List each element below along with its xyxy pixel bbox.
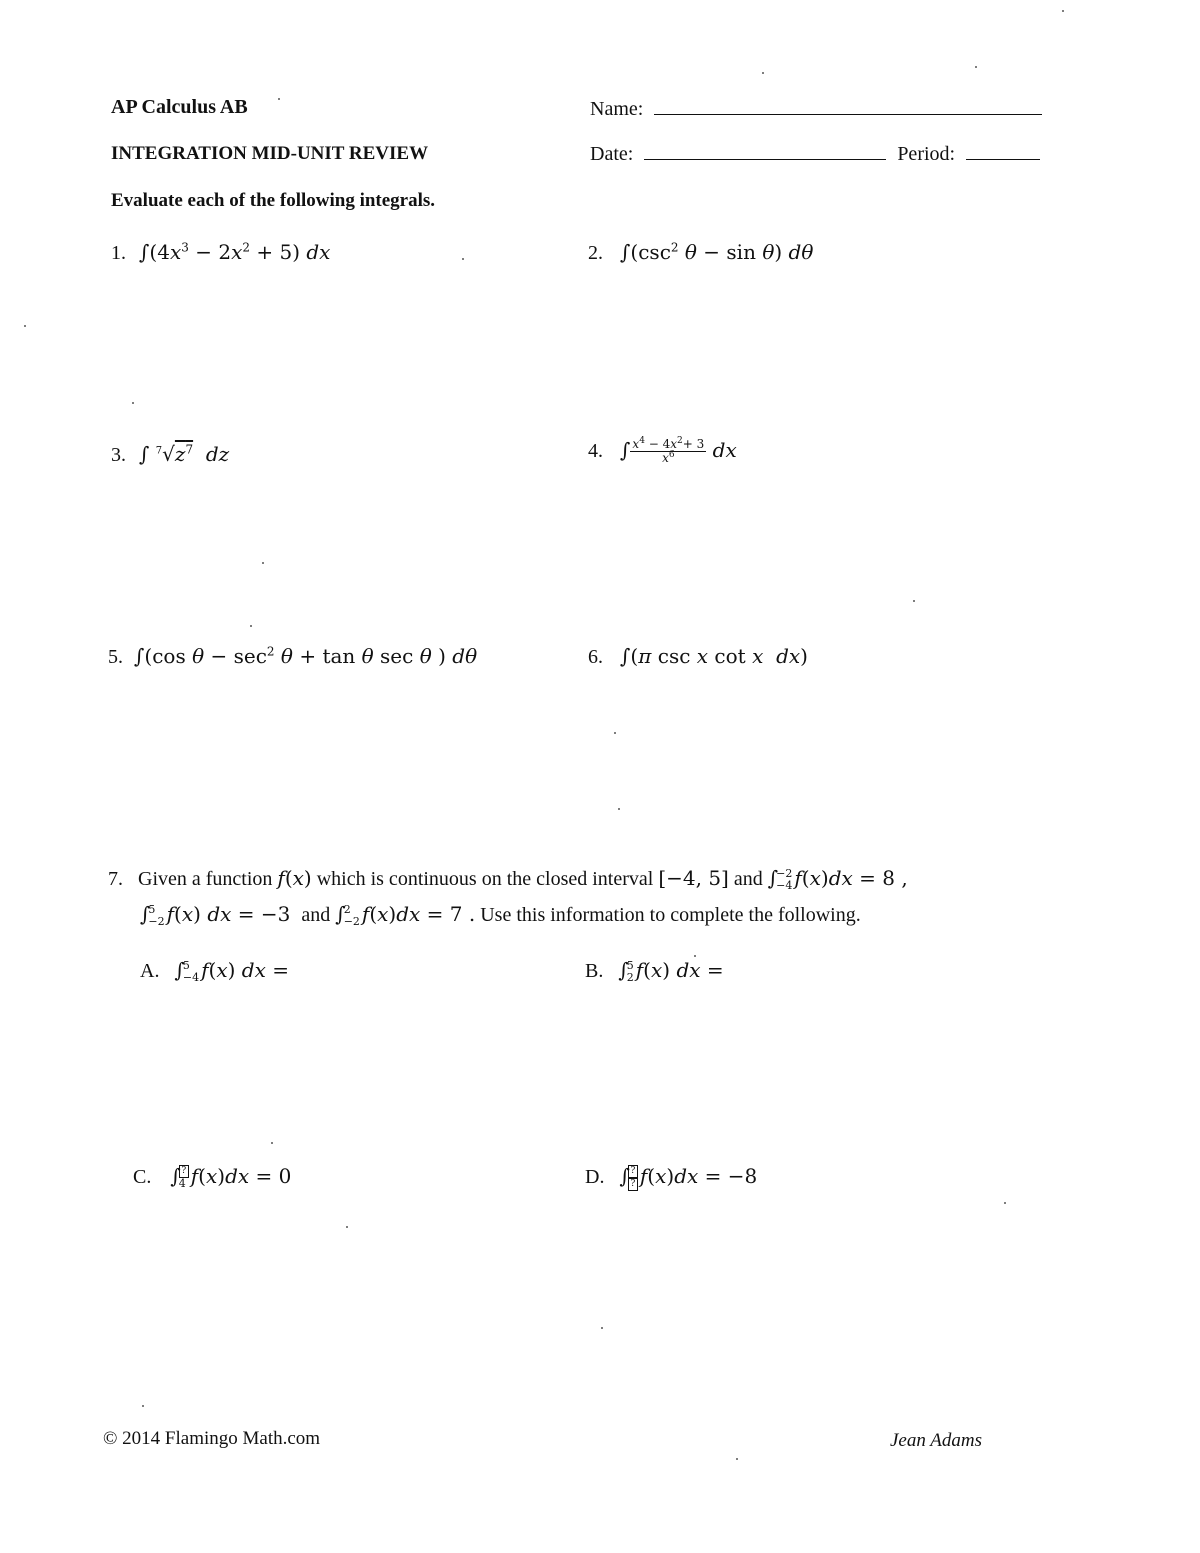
scan-speck xyxy=(142,1405,144,1407)
problem-7-given-3: ∫ 2 −2 f(x)dx = 7 . xyxy=(335,902,476,928)
date-label: Date: xyxy=(590,143,634,165)
problem-7-part-b xyxy=(585,958,724,984)
name-label: Name: xyxy=(590,98,644,120)
problem-3 xyxy=(111,442,229,467)
problem-7-text-c: and xyxy=(733,868,763,890)
problem-4-number: 4. xyxy=(588,440,603,462)
problem-7-line-1: 7. Given a function f(x) which is continuous on the closed interval [−4, 5] and ∫ −2 −4 f(x)dx = 8 , xyxy=(108,866,908,892)
scan-speck xyxy=(132,402,134,404)
part-c-label: C. xyxy=(133,1166,152,1188)
date-field[interactable] xyxy=(644,158,886,160)
problem-1-expression: $\int(4x^3 - 2x^2 + 5)$ dx xyxy=(139,240,331,264)
problem-5 xyxy=(108,644,477,669)
part-d-label: D. xyxy=(585,1166,605,1188)
instructions: Evaluate each of the following integrals. xyxy=(111,190,436,211)
problem-3-number: 3. xyxy=(111,444,126,466)
scan-speck xyxy=(262,562,264,564)
part-b-expression: ∫ 5 2 f(x) dx = xyxy=(618,958,724,984)
scan-speck xyxy=(278,98,280,100)
problem-4-expression: ∫ $\frac{x^4 - 4x^2+ 3}{x^6}$ dx xyxy=(620,436,737,465)
problem-7-text-e: Use this information to complete the following. xyxy=(480,904,861,926)
scan-speck xyxy=(250,625,252,627)
problem-7-given-2: ∫ 5 −2 f(x) dx = −3 xyxy=(140,902,291,928)
problem-7-text-d: and xyxy=(301,904,331,926)
problem-2-number: 2. xyxy=(588,242,603,264)
scan-speck xyxy=(762,72,764,74)
part-b-label: B. xyxy=(585,960,604,982)
period-field[interactable] xyxy=(966,158,1040,160)
problem-5-number: 5. xyxy=(108,646,123,668)
problem-7-number: 7. xyxy=(108,868,123,890)
scan-speck xyxy=(618,808,620,810)
course-title: AP Calculus AB xyxy=(111,96,248,118)
scan-speck xyxy=(1062,10,1064,12)
problem-6-expression: ∫(π csc x cot x dx) xyxy=(620,644,808,668)
unit-title: INTEGRATION MID-UNIT REVIEW xyxy=(111,143,429,164)
problem-7-text-a: Given a function xyxy=(138,868,273,890)
problem-1-number: 1. xyxy=(111,242,126,264)
scan-speck xyxy=(601,1327,603,1329)
part-a-expression: ∫ 5 −4 f(x) dx = xyxy=(174,958,289,984)
problem-2-expression: $\int(\csc^2$ θ − sin θ) dθ xyxy=(620,240,814,264)
scan-speck xyxy=(462,258,464,260)
problem-6 xyxy=(588,644,808,669)
problem-7-given-1: ∫ −2 −4 f(x)dx = 8 , xyxy=(767,866,908,892)
name-row xyxy=(590,98,1042,121)
date-row xyxy=(590,143,1040,166)
problem-7-line-2 xyxy=(140,902,861,928)
problem-2 xyxy=(588,240,813,265)
problem-7-part-a xyxy=(140,958,289,984)
scan-speck xyxy=(975,66,977,68)
part-c-expression: ∫ ? 4 f(x)dx = 0 xyxy=(170,1164,292,1190)
problem-5-expression: ∫(cos $\theta - \sec^2 \theta + \tan \theta$ sec θ ) dθ xyxy=(134,644,478,668)
footer-copyright: © 2014 Flamingo Math.com xyxy=(103,1428,321,1449)
scan-speck xyxy=(736,1458,738,1460)
scan-speck xyxy=(346,1226,348,1228)
problem-6-number: 6. xyxy=(588,646,603,668)
part-a-label: A. xyxy=(140,960,160,982)
problem-7-part-c xyxy=(133,1164,291,1190)
scan-speck xyxy=(913,600,915,602)
problem-7-text-b: which is continuous on the closed interval xyxy=(316,868,654,890)
part-d-expression: ∫ ? ? f(x)dx = −8 xyxy=(619,1164,758,1189)
name-field[interactable] xyxy=(654,113,1042,115)
scan-speck xyxy=(24,325,26,327)
problem-1 xyxy=(111,240,330,265)
problem-4 xyxy=(588,438,737,465)
problem-7-part-d xyxy=(585,1164,757,1191)
scan-speck xyxy=(1004,1202,1006,1204)
scan-speck xyxy=(694,955,696,957)
scan-speck xyxy=(271,1142,273,1144)
problem-3-expression: ∫ $^7√z^7$ dz xyxy=(139,442,230,466)
problem-7-interval: [−4, 5] xyxy=(658,866,729,890)
period-label: Period: xyxy=(897,143,956,165)
footer-author: Jean Adams xyxy=(890,1430,982,1451)
scan-speck xyxy=(614,732,616,734)
